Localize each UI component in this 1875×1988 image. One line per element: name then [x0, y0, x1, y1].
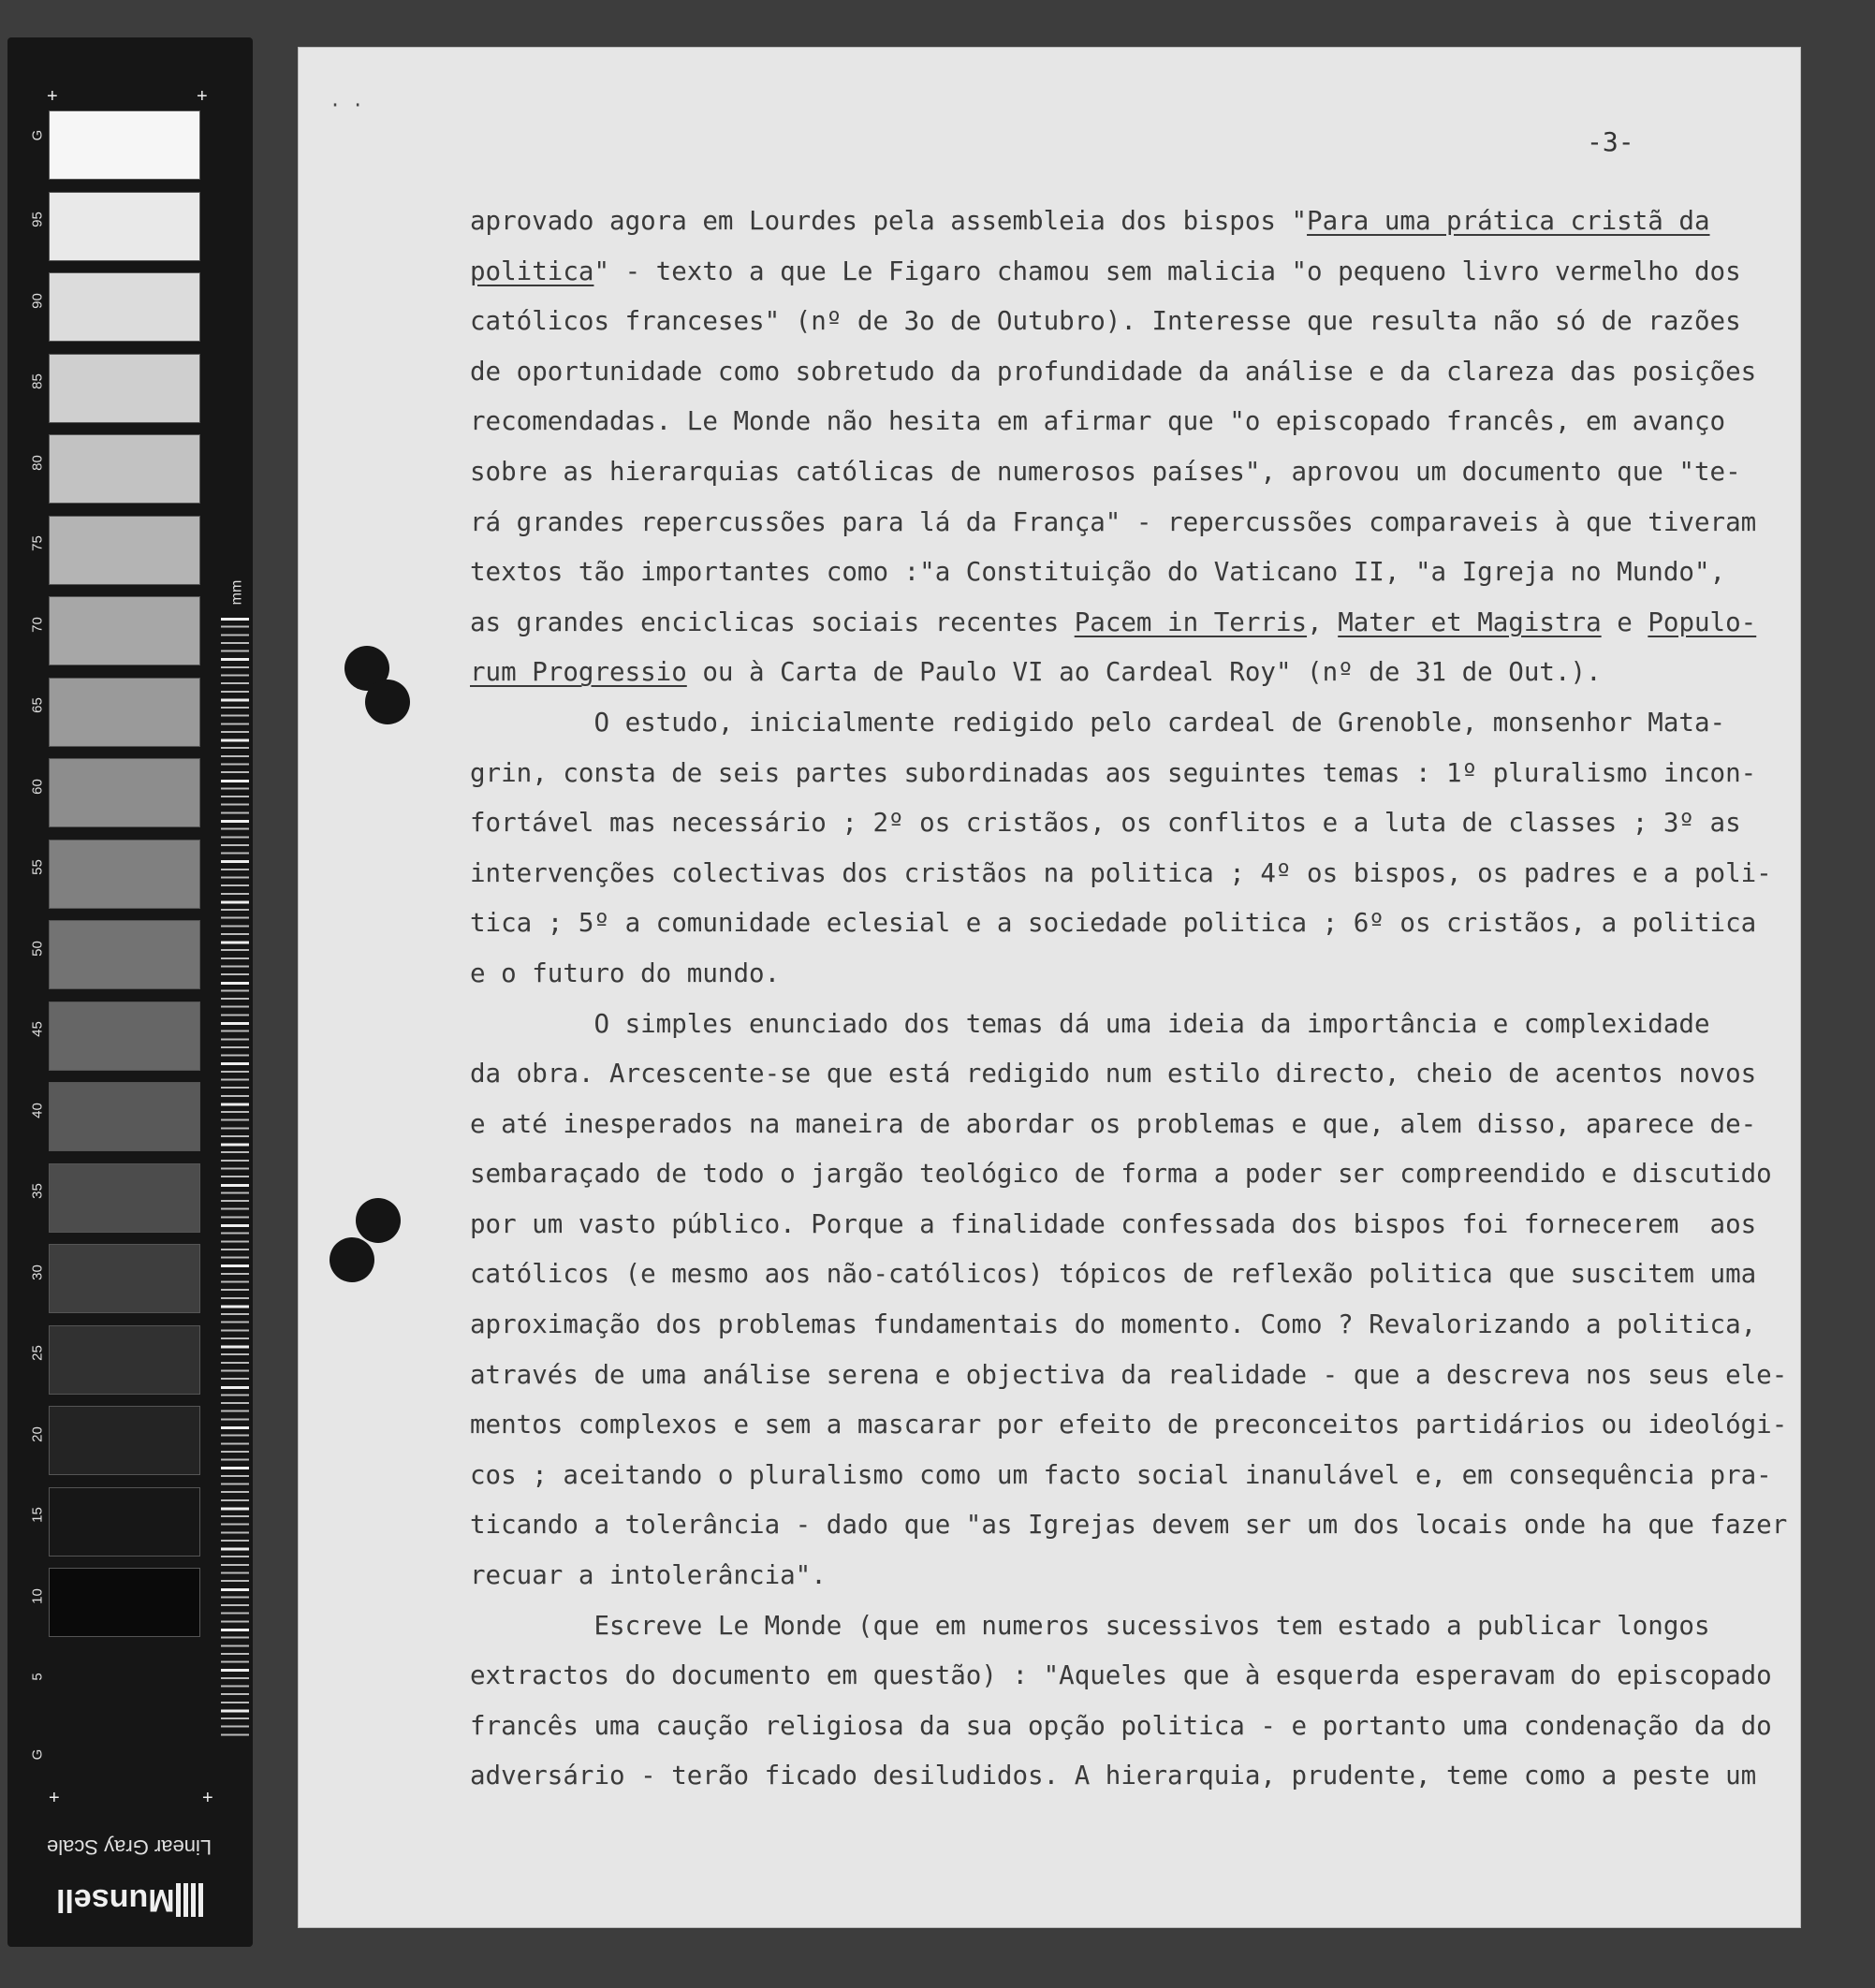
underlined-title: Para uma prática cristã da	[1307, 206, 1710, 236]
text-line	[470, 1300, 1757, 1351]
text-run: ticando a tolerância - dado que "as Igrejas devem ser um dos locais onde ha que fazer	[470, 1510, 1788, 1541]
text-run: aprovado agora em Lourdes pela assembleia dos bispos "	[470, 206, 1308, 236]
ruler-unit-label: mm	[228, 579, 245, 606]
text-run: adversário - terão ficado desiludidos. A hierarquia, prudente, teme como a peste um	[470, 1761, 1757, 1791]
munsell-logo-icon	[176, 1883, 204, 1917]
patch-number: 55	[29, 859, 46, 875]
text-run: sobre as hierarquias católicas de numerosos países", aprovou um documento que "te-	[470, 456, 1741, 487]
text-run: Escreve Le Monde (que em numeros sucessivos tem estado a publicar longos	[470, 1610, 1710, 1641]
gray-patch	[49, 1406, 200, 1475]
text-run: católicos franceses" (nº de 3o de Outubro). Interesse que resulta não só de razões	[470, 306, 1741, 337]
registration-plus-icon: +	[49, 1788, 60, 1808]
gray-patch	[49, 516, 200, 585]
gray-patch	[49, 1163, 200, 1233]
scale-label-top: G	[29, 129, 46, 141]
underlined-title: politica	[470, 256, 594, 286]
punch-hole	[365, 680, 410, 724]
gray-patch	[49, 192, 200, 261]
patch-number: 30	[29, 1264, 46, 1280]
text-line	[470, 949, 1743, 1000]
registration-plus-icon: +	[47, 86, 58, 107]
text-line	[470, 1351, 1788, 1401]
text-line	[470, 1500, 1788, 1551]
text-run: católicos (e mesmo aos não-católicos) tópicos de reflexão politica que suscitem uma	[470, 1259, 1757, 1290]
text-run: intervenções colectivas dos cristãos na politica ; 4º os bispos, os padres e a poli-	[470, 857, 1772, 888]
mm-ruler-major-ticks	[221, 618, 249, 1741]
text-line	[470, 1651, 1772, 1702]
text-line	[470, 1601, 1743, 1652]
text-run: e o futuro do mundo.	[470, 957, 781, 988]
text-line	[470, 698, 1743, 749]
text-line	[470, 749, 1757, 799]
patch-number: 80	[29, 454, 46, 471]
text-run: rá grandes repercussões para lá da França" - repercussões comparaveis à que tiveram	[470, 506, 1757, 537]
patch-number: 50	[29, 940, 46, 957]
page-number: -3-	[1587, 126, 1634, 157]
patch-number: 75	[29, 535, 46, 551]
text-line	[470, 598, 1757, 649]
patch-number: 20	[29, 1425, 46, 1442]
text-line	[470, 1551, 1743, 1601]
text-line	[470, 1250, 1757, 1300]
text-line	[470, 1702, 1772, 1752]
gray-patch	[49, 1001, 200, 1071]
gray-patch	[49, 1487, 200, 1557]
gray-patch	[49, 1325, 200, 1395]
underlined-title: Mater et Magistra	[1338, 607, 1602, 637]
text-line	[470, 397, 1743, 447]
scale-title: Linear Gray Scale	[47, 1835, 212, 1859]
text-run: textos tão importantes como :"a Constituição do Vaticano II, "a Igreja no Mundo",	[470, 557, 1726, 588]
underlined-title: rum Progressio	[470, 657, 687, 688]
punch-hole	[356, 1198, 401, 1243]
text-line	[470, 648, 1743, 698]
patch-number: 95	[29, 212, 46, 227]
text-run: por um vasto público. Porque a finalidade confessada dos bispos foi fornecerem aos	[470, 1208, 1757, 1239]
text-line	[470, 1149, 1772, 1200]
gray-patch	[49, 840, 200, 909]
registration-plus-icon: +	[202, 1788, 213, 1808]
text-line	[470, 548, 1743, 598]
gray-patch	[49, 758, 200, 827]
text-line	[470, 1049, 1757, 1100]
text-run: através de uma análise serena e objectiva da realidade - que a descreva nos seus ele-	[470, 1359, 1788, 1390]
text-run: francês uma caução religiosa da sua opção politica - e portanto uma condenação da do	[470, 1710, 1772, 1741]
text-run: " - texto a que Le Figaro chamou sem malicia "o pequeno livro vermelho dos	[593, 256, 1741, 286]
text-line	[470, 1751, 1757, 1802]
text-line	[470, 447, 1743, 498]
punch-hole	[330, 1237, 374, 1282]
patch-number: 90	[29, 292, 46, 309]
brand-name: Munsell	[56, 1882, 175, 1918]
text-run: da obra. Arcescente-se que está redigido num estilo directo, cheio de acentos novos	[470, 1059, 1757, 1089]
registration-plus-icon: +	[197, 86, 208, 107]
text-run: e	[1601, 607, 1648, 637]
text-line	[470, 1100, 1757, 1150]
text-run: recomendadas. Le Monde não hesita em afirmar que "o episcopado francês, em avanço	[470, 406, 1726, 437]
patch-number: 45	[29, 1021, 46, 1037]
gray-patch	[49, 596, 200, 665]
text-line	[470, 899, 1757, 949]
gray-patch	[49, 920, 200, 989]
patch-number: 25	[29, 1345, 46, 1361]
gray-patch	[49, 1568, 200, 1637]
patch-number: 10	[29, 1587, 46, 1604]
text-line	[470, 498, 1757, 548]
gray-patch	[49, 272, 200, 342]
underlined-title: Populo-	[1648, 607, 1757, 637]
patch-number: 15	[29, 1507, 46, 1523]
underlined-title: Pacem in Terris	[1074, 607, 1308, 637]
text-line	[470, 347, 1757, 398]
text-line	[470, 297, 1743, 347]
patch-number: 40	[29, 1102, 46, 1118]
patch-number: 65	[29, 697, 46, 713]
text-run: de oportunidade como sobretudo da profundidade da análise e da clareza das posições	[470, 356, 1757, 387]
text-line	[470, 1400, 1788, 1451]
text-line	[470, 247, 1743, 298]
marginal-mark: · ·	[330, 94, 364, 116]
text-run: tica ; 5º a comunidade eclesial e a sociedade politica ; 6º os cristãos, a politica	[470, 908, 1757, 939]
scale-label-bottom: G	[29, 1748, 46, 1761]
text-run: cos ; aceitando o pluralismo como um facto social inanulável e, em consequência pra-	[470, 1459, 1772, 1490]
text-run: e até inesperados na maneira de abordar os problemas e que, alem disso, aparece de-	[470, 1108, 1757, 1139]
gray-patch	[49, 354, 200, 423]
text-line	[470, 849, 1772, 899]
gray-patch	[49, 678, 200, 747]
text-line	[470, 1451, 1772, 1501]
patch-number: 85	[29, 373, 46, 389]
text-line	[470, 1000, 1743, 1050]
text-run: grin, consta de seis partes subordinadas aos seguintes temas : 1º pluralismo incon-	[470, 757, 1757, 788]
text-run: recuar a intolerância".	[470, 1560, 827, 1591]
text-line	[470, 1200, 1757, 1250]
text-run: fortável mas necessário ; 2º os cristãos, os conflitos e a luta de classes ; 3º as	[470, 808, 1741, 839]
patch-number: 60	[29, 778, 46, 795]
gray-patch	[49, 110, 200, 180]
gray-patch	[49, 434, 200, 504]
text-run: sembaraçado de todo o jargão teológico de forma a poder ser compreendido e discutido	[470, 1159, 1772, 1190]
text-run: ,	[1307, 607, 1339, 637]
text-line	[470, 197, 1743, 247]
patch-number: 70	[29, 616, 46, 633]
text-run: O estudo, inicialmente redigido pelo cardeal de Grenoble, monsenhor Mata-	[470, 707, 1726, 738]
text-run: mentos complexos e sem a mascarar por efeito de preconceitos partidários ou ideológi-	[470, 1410, 1788, 1440]
gray-patch	[49, 1082, 200, 1151]
text-run: ou à Carta de Paulo VI ao Cardeal Roy" (nº de 31 de Out.).	[686, 657, 1602, 688]
text-run: O simples enunciado dos temas dá uma ideia da importância e complexidade	[470, 1008, 1710, 1039]
patch-number: 5	[29, 1673, 46, 1681]
document-body	[470, 197, 1788, 1802]
gray-patch	[49, 1244, 200, 1313]
patch-number: 35	[29, 1183, 46, 1199]
text-line	[470, 798, 1743, 849]
text-run: extractos do documento em questão) : "Aqueles que à esquerda esperavam do episcopado	[470, 1660, 1772, 1691]
text-run: aproximação dos problemas fundamentais do momento. Como ? Revalorizando a politica,	[470, 1309, 1757, 1340]
text-run: as grandes enciclicas sociais recentes	[470, 607, 1075, 637]
